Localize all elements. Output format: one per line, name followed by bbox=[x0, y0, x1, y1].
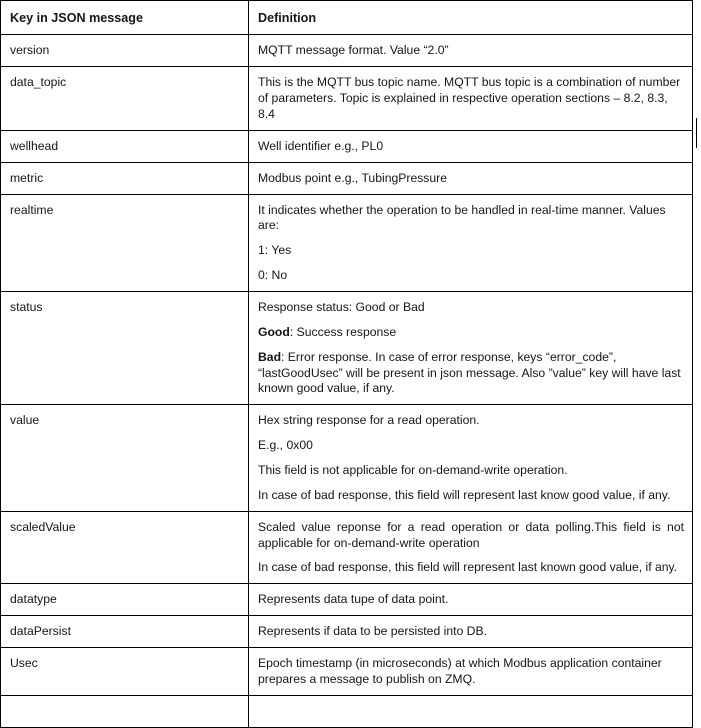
right-edge-rule-fragment bbox=[696, 118, 697, 148]
table-row bbox=[1, 405, 693, 511]
definition-cell bbox=[249, 194, 693, 291]
definition-paragraph: Scaled value reponse for a read operation or data polling.This field is not applicable for on-demand-write operation bbox=[258, 519, 684, 550]
table-body bbox=[1, 35, 693, 727]
definition-cell bbox=[249, 584, 693, 616]
definition-paragraph: This is the MQTT bus topic name. MQTT bus topic is a combination of number of parameters. Topic is explained in respective operation sections – 8.2, 8.3, 8.4 bbox=[258, 75, 681, 121]
json-key-cell bbox=[1, 695, 249, 727]
definition-cell bbox=[249, 130, 693, 162]
definition-cell bbox=[249, 647, 693, 695]
json-key-cell: scaledValue bbox=[1, 511, 249, 584]
definition-paragraph: Represents data tupe of data point. bbox=[258, 592, 449, 607]
definition-paragraph: Response status: Good or Bad bbox=[258, 299, 425, 314]
table-row bbox=[1, 511, 693, 584]
definition-lead-term: Bad bbox=[258, 349, 282, 364]
definition-cell bbox=[249, 35, 693, 67]
definition-paragraph: In case of bad response, this field will represent last know good value, if any. bbox=[258, 487, 671, 502]
definition-paragraph: Epoch timestamp (in microseconds) at which Modbus application container prepares a message to publish on ZMQ. bbox=[258, 655, 662, 686]
json-key-cell: value bbox=[1, 405, 249, 511]
table-row bbox=[1, 695, 693, 727]
json-key-cell: status bbox=[1, 291, 249, 404]
table-row bbox=[1, 35, 693, 67]
definition-paragraph: E.g., 0x00 bbox=[258, 438, 313, 453]
definition-paragraph: 1: Yes bbox=[258, 243, 292, 258]
definition-cell bbox=[249, 405, 693, 511]
definition-paragraph: Represents if data to be persisted into DB. bbox=[258, 624, 487, 639]
json-key-cell: version bbox=[1, 35, 249, 67]
json-key-cell: wellhead bbox=[1, 130, 249, 162]
definition-paragraph: MQTT message format. Value “2.0” bbox=[258, 43, 449, 58]
definition-paragraph: 0: No bbox=[258, 268, 288, 283]
column-header-key: Key in JSON message bbox=[1, 1, 249, 35]
json-key-cell: Usec bbox=[1, 647, 249, 695]
table-row bbox=[1, 616, 693, 648]
json-key-cell: metric bbox=[1, 162, 249, 194]
definition-cell bbox=[249, 162, 693, 194]
definition-cell bbox=[249, 511, 693, 584]
definition-paragraph: Well identifier e.g., PL0 bbox=[258, 138, 384, 153]
column-header-definition: Definition bbox=[249, 1, 693, 35]
table-header bbox=[1, 1, 693, 35]
table-row bbox=[1, 162, 693, 194]
definition-cell bbox=[249, 291, 693, 404]
definition-cell bbox=[249, 616, 693, 648]
json-key-cell: data_topic bbox=[1, 67, 249, 131]
json-key-cell: dataPersist bbox=[1, 616, 249, 648]
definition-paragraph: Modbus point e.g., TubingPressure bbox=[258, 170, 448, 185]
table-row bbox=[1, 194, 693, 291]
definition-paragraph: This field is not applicable for on-demand-write operation. bbox=[258, 462, 568, 477]
definition-paragraph: It indicates whether the operation to be handled in real-time manner. Values are: bbox=[258, 202, 666, 233]
table-row bbox=[1, 130, 693, 162]
definition-paragraph: Bad: Error response. In case of error response, keys “error_code”, “lastGoodUsec” will be present in json message. Also ”value” key will have last known good value, if any. bbox=[258, 349, 681, 396]
table-row bbox=[1, 67, 693, 131]
table-row bbox=[1, 647, 693, 695]
definition-lead-term: Good bbox=[258, 324, 290, 339]
definition-paragraph bbox=[258, 704, 684, 720]
definition-cell bbox=[249, 695, 693, 727]
table-row bbox=[1, 291, 693, 404]
definition-paragraph: Hex string response for a read operation. bbox=[258, 413, 480, 428]
definition-cell bbox=[249, 67, 693, 131]
definition-paragraph: In case of bad response, this field will represent last known good value, if any. bbox=[258, 560, 678, 575]
json-key-cell: datatype bbox=[1, 584, 249, 616]
definition-paragraph: Good: Success response bbox=[258, 324, 397, 339]
table-row bbox=[1, 584, 693, 616]
table-header-row bbox=[1, 1, 693, 35]
json-key-cell: realtime bbox=[1, 194, 249, 291]
